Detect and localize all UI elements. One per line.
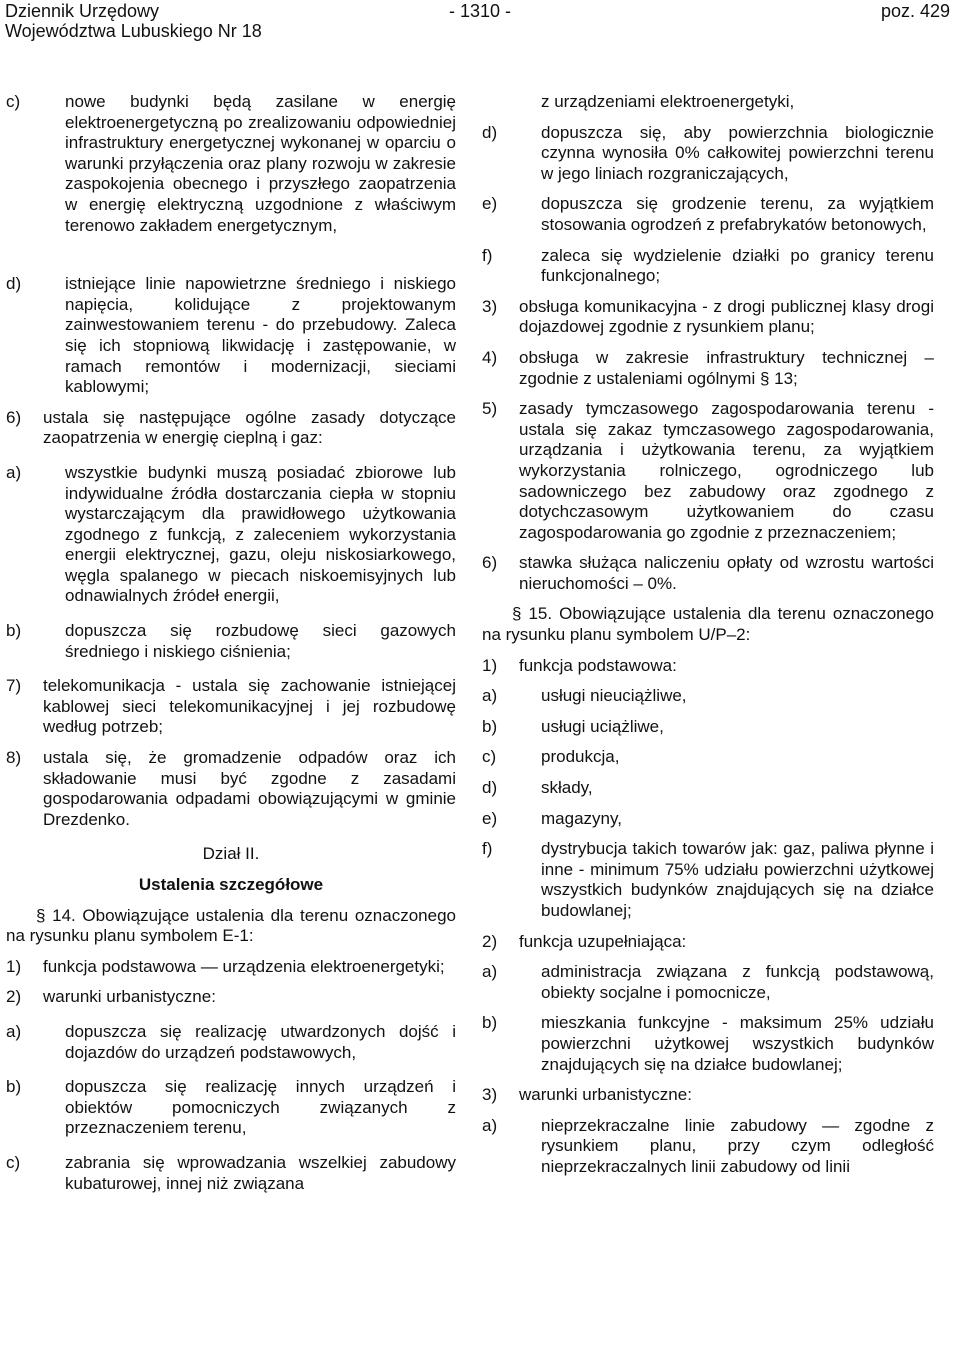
item-marker: 4) — [482, 347, 498, 367]
item-marker: 5) — [482, 399, 498, 419]
item-marker: 1) — [6, 956, 22, 976]
list-item — [482, 839, 934, 921]
list-item — [482, 1116, 934, 1178]
item-marker: a) — [482, 962, 498, 982]
item-text: ustala się następujące ogólne zasady dotyczące zaopatrzenia w energię cieplną i gaz: — [43, 407, 456, 448]
item-marker: e) — [482, 194, 498, 214]
list-item — [482, 297, 934, 338]
item-text: składy, — [541, 778, 593, 798]
item-marker: 6) — [482, 553, 498, 573]
item-text: dopuszcza się rozbudowę sieci gazowych średniego i niskiego ciśnienia; — [65, 621, 456, 661]
item-marker: a) — [6, 462, 22, 482]
item-text: mieszkania funkcyjne - maksimum 25% udziału powierzchni użytkowej wszystkich budynków znajdujących się na działce budowlanej; — [541, 1013, 934, 1074]
item-marker: a) — [482, 1115, 498, 1135]
item-text: zabrania się wprowadzania wszelkiej zabudowy kubaturowej, innej niż związana — [65, 1152, 456, 1193]
item-text: zaleca się wydzielenie działki po granicy terenu funkcjonalnego; — [541, 245, 934, 286]
item-text: usługi nieuciążliwe, — [541, 686, 687, 706]
item-marker: 1) — [482, 655, 498, 675]
item-marker: b) — [6, 621, 22, 641]
item-text: zasady tymczasowego zagospodarowania terenu - ustala się zakaz tymczasowego zagospodarowania, urządzania i użytkowania terenu, za wyjątkiem wykorzystania rolniczego, ogrodniczego lub sadowniczego bez zabudowy oraz zgodnego z dotychczasowym użytkowaniem do czasu zagospodarowania go zgodnie z przeznaczeniem; — [519, 399, 934, 542]
item-text: funkcja uzupełniająca: — [519, 931, 687, 951]
item-marker: d) — [6, 274, 22, 294]
item-text: funkcja podstawowa — urządzenia elektroenergetyki; — [43, 956, 445, 976]
list-item — [6, 621, 456, 662]
item-text: dopuszcza się grodzenie terenu, za wyjątkiem stosowania ogrodzeń z prefabrykatów betonowych, — [541, 194, 934, 234]
item-marker: a) — [6, 1021, 22, 1041]
item-text: istniejące linie napowietrzne średniego i niskiego napięcia, kolidujące z projektowanym zainwestowaniem terenu - do przebudowy. Zaleca się ich stopniową likwidację i zastępowanie, w ramach remontów i modernizacji, sieciami kablowymi; — [65, 274, 456, 397]
list-item — [482, 809, 934, 830]
list-item — [482, 553, 934, 594]
list-item — [6, 463, 456, 607]
list-item — [482, 778, 934, 799]
item-marker: 6) — [6, 407, 22, 427]
item-text: ustala się, że gromadzenie odpadów oraz ich składowanie musi być zgodne z zasadami gospodarowania odpadami obowiązującymi w gminie Drezdenko. — [43, 748, 456, 829]
item-marker: 3) — [482, 1085, 498, 1105]
item-text: dopuszcza się realizację utwardzonych dojść i dojazdów do urządzeń podstawowych, — [65, 1021, 456, 1062]
division-heading: Dział II. — [202, 844, 260, 864]
journal-subtitle: Województwa Lubuskiego Nr 18 — [5, 21, 262, 41]
list-item — [6, 1022, 456, 1063]
division-title: Ustalenia szczegółowe — [138, 875, 324, 894]
item-text: stawka służąca naliczeniu opłaty od wzrostu wartości nieruchomości – 0%. — [519, 553, 934, 593]
list-item — [6, 274, 456, 398]
item-text: wszystkie budynki muszą posiadać zbiorowe lub indywidualne źródła dostarczania ciepła w stopniu wystarczającym dla prawidłowego użytkowania zgodnego z funkcją, z zaleceniem wykorzystania energii elektrycznej, gazu, oleju niskosiarkowego, węgla spalanego w piecach niskoemisyjnych lub odnawialnych źródeł energii, — [65, 462, 456, 606]
list-item — [482, 1085, 934, 1106]
item-text: administracja związana z funkcją podstawową, obiekty socjalne i pomocnicze, — [541, 962, 934, 1002]
list-item — [6, 1077, 456, 1139]
item-marker: c) — [482, 747, 497, 767]
item-text: usługi uciążliwe, — [541, 716, 664, 736]
item-marker: f) — [482, 245, 493, 265]
item-text: dystrybucja takich towarów jak: gaz, paliwa płynne i inne - minimum 75% udziału powierzchni użytkowej wszystkich budynków znajdujących się na działce budowlanej; — [541, 839, 934, 920]
item-text: magazyny, — [541, 808, 622, 828]
item-text: dopuszcza się, aby powierzchnia biologicznie czynna wynosiła 0% całkowitej powierzchni terenu w jego liniach rozgraniczających, — [541, 122, 934, 183]
list-item — [6, 957, 456, 978]
item-marker: f) — [482, 839, 493, 859]
list-item — [482, 686, 934, 707]
item-text: nieprzekraczalne linie zabudowy — zgodne z rysunkiem planu, przy czym odległość nieprzekraczalnych linii zabudowy od linii — [541, 1115, 934, 1176]
item-text: obsługa w zakresie infrastruktury technicznej – zgodnie z ustaleniami ogólnymi § 13; — [519, 347, 934, 388]
item-text: nowe budynki będą zasilane w energię elektroenergetyczną po zrealizowaniu odpowiedniej infrastruktury energetycznej wykonanej w oparciu o warunki przyłączenia oraz plany rozwoju w zakresie zaspokojenia obecnego i przyszłego zaopatrzenia w energię elektryczną uzgodnione z właściwym terenowo zakładem energetycznym, — [65, 92, 456, 235]
item-text: warunki urbanistyczne: — [43, 987, 216, 1007]
item-text: warunki urbanistyczne: — [519, 1085, 692, 1105]
left-column — [6, 92, 456, 1194]
list-item — [482, 656, 934, 677]
right-column — [482, 92, 934, 1178]
item-text: funkcja podstawowa: — [519, 655, 677, 675]
page-number: - 1310 - — [448, 1, 512, 21]
item-marker: b) — [6, 1077, 22, 1097]
item-marker: 7) — [6, 676, 22, 696]
item-marker: 3) — [482, 296, 498, 316]
list-item — [482, 194, 934, 235]
item-marker: 2) — [6, 987, 22, 1007]
list-item — [482, 932, 934, 953]
item-marker: 8) — [6, 748, 22, 768]
list-item — [482, 962, 934, 1003]
list-item — [482, 399, 934, 543]
item-marker: c) — [6, 92, 21, 111]
item-marker: 2) — [482, 931, 498, 951]
list-item — [6, 748, 456, 830]
section-paragraph: § 14. Obowiązujące ustalenia dla terenu oznaczonego na rysunku planu symbolem E-1: — [6, 905, 456, 946]
item-text: produkcja, — [541, 747, 620, 767]
item-text: obsługa komunikacyjna - z drogi publicznej klasy drogi dojazdowej zgodnie z rysunkiem planu; — [519, 296, 934, 337]
item-marker: b) — [482, 716, 498, 736]
list-item — [6, 92, 456, 236]
position-number: poz. 429 — [880, 1, 950, 21]
list-item — [482, 1013, 934, 1075]
item-marker: e) — [482, 808, 498, 828]
item-marker: d) — [482, 778, 498, 798]
list-item — [6, 1153, 456, 1194]
item-marker: d) — [482, 122, 498, 142]
list-item — [482, 747, 934, 768]
list-item — [482, 348, 934, 389]
continuation-text: z urządzeniami elektroenergetyki, — [541, 92, 795, 111]
page-header — [0, 0, 960, 44]
item-text: telekomunikacja - ustala się zachowanie istniejącej kablowej sieci telekomunikacyjnej i jej rozbudowę według potrzeb; — [43, 676, 456, 737]
list-item — [482, 246, 934, 287]
list-item — [6, 676, 456, 738]
list-item — [482, 123, 934, 185]
item-marker: b) — [482, 1013, 498, 1033]
section-paragraph: § 15. Obowiązujące ustalenia dla terenu oznaczonego na rysunku planu symbolem U/P–2: — [482, 604, 934, 645]
journal-title: Dziennik Urzędowy — [5, 1, 160, 21]
item-marker: c) — [6, 1152, 21, 1172]
list-item — [6, 987, 456, 1008]
item-text: dopuszcza się realizację innych urządzeń i obiektów pomocniczych związanych z przeznaczeniem terenu, — [65, 1077, 456, 1138]
list-item — [482, 717, 934, 738]
list-item — [6, 408, 456, 449]
item-marker: a) — [482, 686, 498, 706]
